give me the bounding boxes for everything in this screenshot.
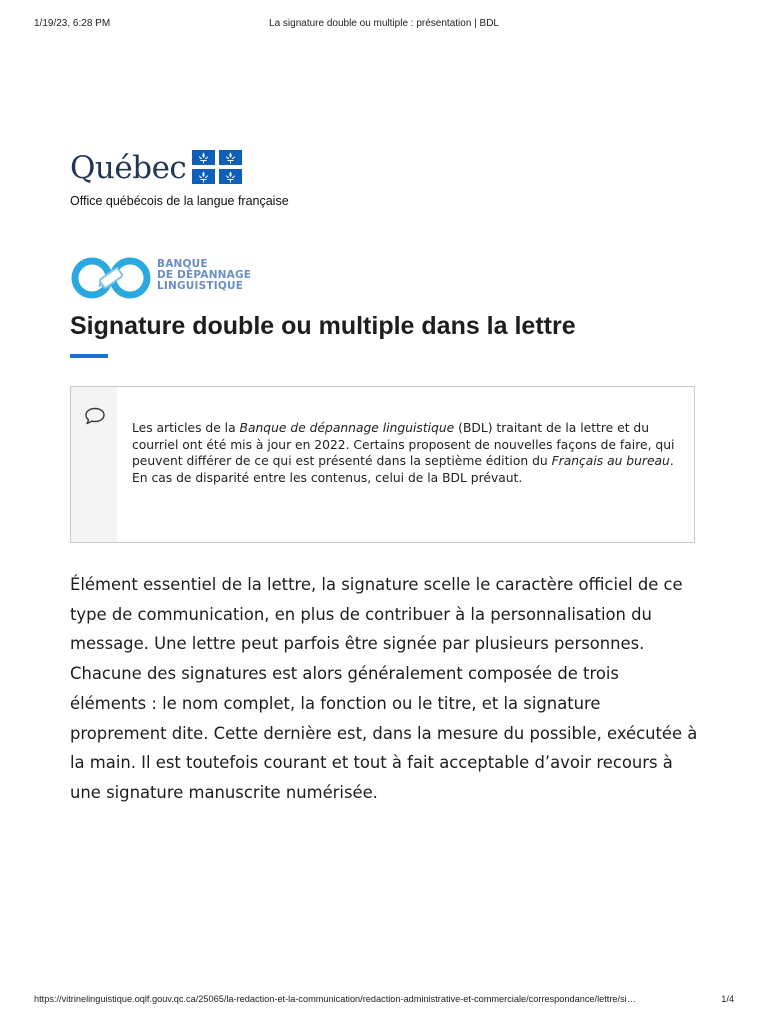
update-notice [70, 386, 695, 543]
quebec-flag-icon [192, 150, 242, 184]
page-title: Signature double ou multiple dans la lettre [70, 312, 576, 340]
bdl-logo-line: BANQUE [157, 258, 208, 270]
bdl-logo-line: DE DÉPANNAGE [157, 269, 252, 281]
bdl-infinity-icon [70, 254, 154, 302]
quebec-wordmark: Québec [70, 150, 187, 186]
notice-text-part: Les articles de la [132, 421, 240, 435]
title-underline [70, 354, 108, 358]
notice-text-part: (BDL) traitant de la lettre et du courriel ont été mis à jour en 2022. Certains proposent de nouvelles façons de faire, qui peuvent différer de ce qui est présenté dans la septième édition du [132, 421, 675, 468]
notice-text-emphasis: Français au bureau [551, 454, 670, 468]
bdl-logo-line: LINGUISTIQUE [157, 280, 244, 292]
speech-bubble-icon [84, 407, 106, 425]
notice-text [132, 420, 677, 486]
article-paragraph: Élément essentiel de la lettre, la signature scelle le caractère officiel de ce type de communication, en plus de contribuer à la personnalisation du message. Une lettre peut parfois être signée par plusieurs personnes. Chacune des signatures est alors généralement composée de trois éléments : le nom complet, la fonction ou le titre, et la signature proprement dite. Cette dernière est, dans la mesure du possible, exécutée à la main. Il est toutefois courant et tout à fait acceptable d’avoir recours à une signature manuscrite numérisée. [70, 575, 698, 802]
notice-sidebar [71, 387, 117, 542]
notice-text-part: . En cas de disparité entre les contenus, celui de la BDL prévaut. [132, 454, 674, 485]
bdl-logo-text [157, 259, 251, 292]
notice-text-emphasis: Banque de dépannage linguistique [239, 421, 455, 435]
print-url[interactable]: https://vitrinelinguistique.oqlf.gouv.qc.ca/25065/la-redaction-et-la-communication/redaction-administrative-et-commerciale/correspondance/lettre/si… [34, 994, 636, 1004]
office-name: Office québécois de la langue française [70, 194, 289, 208]
bdl-logo[interactable] [70, 254, 270, 302]
print-datetime: 1/19/23, 6:28 PM [34, 18, 111, 29]
page-indicator: 1/4 [721, 994, 734, 1004]
print-page-title: La signature double ou multiple : présentation | BDL [269, 18, 499, 29]
